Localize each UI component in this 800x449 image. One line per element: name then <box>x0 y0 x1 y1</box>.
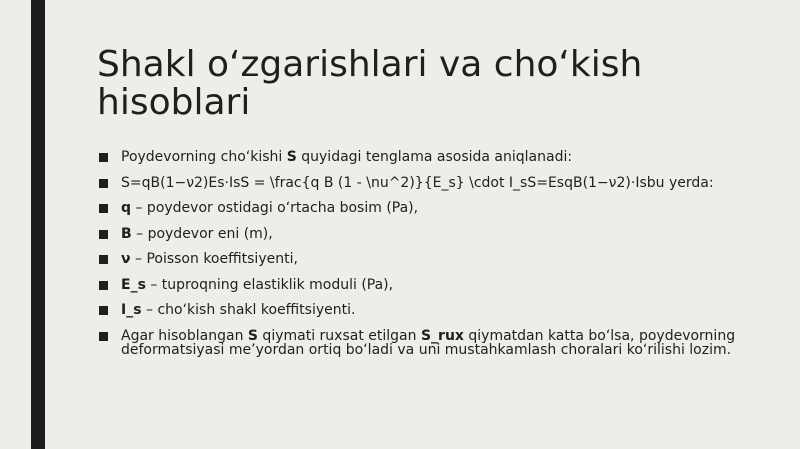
bullet-bold: S <box>286 149 297 165</box>
bullet-bold: ν <box>121 251 131 267</box>
bullet-bold: S_rux <box>420 327 464 344</box>
bullet-text: – Poisson koeffitsiyenti, <box>130 251 298 267</box>
bullet-text: – cho‘kish shakl koeffitsiyenti. <box>141 302 356 318</box>
bullet-item <box>97 303 757 318</box>
bullet-square-icon <box>99 230 108 239</box>
bullet-item <box>97 278 757 293</box>
bullet-text: – poydevor ostidagi o‘rtacha bosim (Pa), <box>131 200 419 216</box>
bullet-square-icon <box>99 332 108 341</box>
bullet-text: Poydevorning cho‘kishi <box>121 149 287 165</box>
bullet-text: qiymati ruxsat etilgan <box>257 327 421 344</box>
bullet-item <box>97 150 757 165</box>
bullet-item <box>97 176 757 191</box>
bullet-square-icon <box>99 179 108 188</box>
bullet-list <box>97 150 757 369</box>
bullet-text: quyidagi tenglama asosida aniqlanadi: <box>296 149 573 165</box>
bullet-item <box>97 201 757 216</box>
bullet-square-icon <box>99 281 108 290</box>
bullet-bold: S <box>247 327 258 344</box>
bullet-text: qiymatdan katta bo‘lsa, poydevorning deformatsiyasi me’yordan ortiq bo‘ladi va uni mustahkamlash choralari ko‘rilishi lozim. <box>121 327 736 358</box>
bullet-item <box>97 329 757 358</box>
bullet-bold: B <box>121 225 132 242</box>
left-accent-bar <box>31 0 45 449</box>
bullet-square-icon <box>99 306 108 315</box>
bullet-item <box>97 252 757 267</box>
slide-title: Shakl o‘zgarishlari va cho‘kish hisoblari <box>97 44 643 123</box>
bullet-text: Agar hisoblangan <box>121 327 248 344</box>
bullet-square-icon <box>99 255 108 264</box>
bullet-text: – tuproqning elastiklik moduli (Pa), <box>145 276 394 293</box>
bullet-bold: E_s <box>121 276 146 293</box>
bullet-square-icon <box>99 153 108 162</box>
bullet-bold: q <box>121 200 132 216</box>
bullet-item <box>97 227 757 242</box>
bullet-text: S=qB(1−ν2)Es⋅IsS = \frac{q B (1 - \nu^2)}{E_s} \cdot I_sS=EsqB(1−ν2)⋅Isbu yerda: <box>121 174 714 191</box>
bullet-square-icon <box>99 204 108 213</box>
bullet-bold: I_s <box>121 302 142 318</box>
bullet-text: – poydevor eni (m), <box>131 225 273 242</box>
